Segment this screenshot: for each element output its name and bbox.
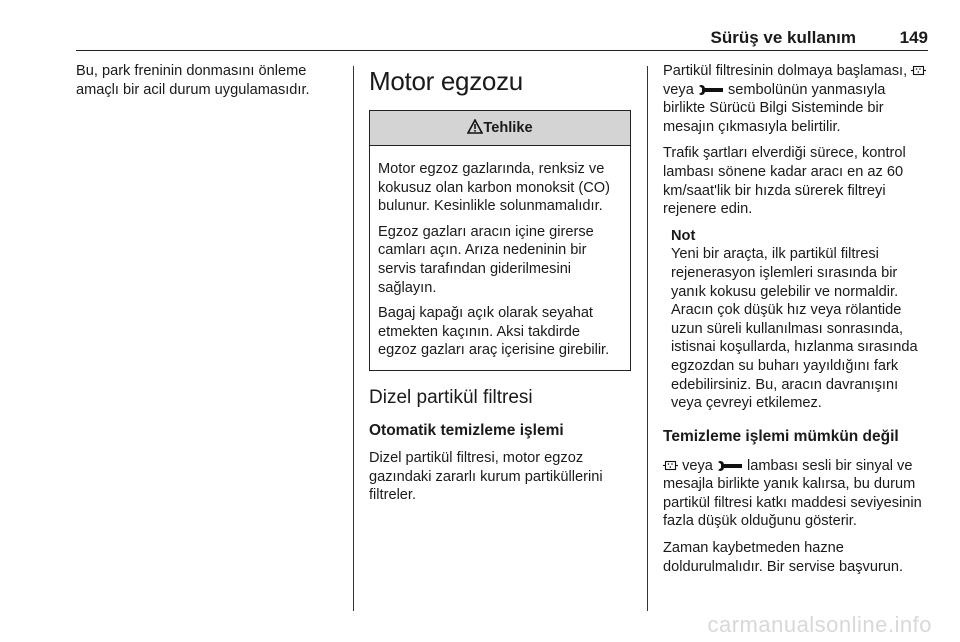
subsection-heading: Dizel partikül filtresi (369, 386, 533, 408)
body-paragraph: Dizel partikül filtresi, motor egzoz gazındaki zararlı kurum partiküllerini filtreler. (369, 449, 603, 504)
service-spanner-icon (717, 460, 743, 472)
body-paragraph: Trafik şartları elverdiği sürece, kontrol lambası sönene kadar aracı en az 60 km/saat'lik bir hızda sürerek filtreyi rejenere edin. (663, 145, 906, 218)
intro-paragraph: Bu, park freninin donmasını önleme amaçlı bir acil durum uygulamasıdır. (76, 63, 310, 98)
section-title: Sürüş ve kullanım (710, 28, 856, 47)
page-header (76, 26, 928, 51)
service-spanner-icon (698, 84, 724, 96)
section-heading: Motor egzozu (369, 66, 523, 96)
sub-subsection-heading: Otomatik temizleme işlemi (369, 421, 564, 439)
body-paragraph: Zaman kaybetmeden hazne doldurulmalıdır. Bir servise başvurun. (663, 540, 904, 575)
danger-label: Tehlike (483, 120, 533, 136)
column-divider (353, 66, 354, 611)
body-paragraph: Partikül filtresinin dolmaya başlaması, veya sembolünün yanmasıyla birlikte Sürücü Bilgi Sisteminde bir mesajın çıkmasıyla belirtilir. (663, 62, 931, 136)
note-text: Yeni bir araçta, ilk partikül filtresi rejenerasyon işlemleri sırasında bir yanık kokusu gelebilir ve normaldir. Aracın çok düşük hız veya rölantide uzun süreli kullanılması sonrasında, istisnai koşullarda, hızlanma sırasında egzozdan su buharı yayıldığını fark edebilirsiniz. Bu, aracın davranışını veya çevreyi etkilemez. (671, 246, 918, 412)
column-divider (647, 66, 648, 611)
column-middle (369, 62, 635, 513)
particle-filter-icon (911, 64, 926, 77)
sub-subsection-heading: Temizleme işlemi mümkün değil (663, 427, 899, 445)
note-box (663, 227, 931, 413)
warning-triangle-icon (467, 119, 483, 134)
page-number: 149 (899, 28, 928, 47)
danger-paragraph: Motor egzoz gazlarında, renksiz ve kokusuz olan karbon monoksit (CO) bulunur. Kesinlikle solunmamalıdır. (378, 161, 610, 215)
danger-paragraph: Egzoz gazları aracın içine girerse camları açın. Arıza nedeninin bir servis tarafından giderilmesini sağlayın. (378, 223, 594, 296)
danger-paragraph: Bagaj kapağı açık olarak seyahat etmekten kaçının. Aksi takdirde egzoz gazları araç içerisine girebilir. (378, 305, 610, 359)
note-label: Not (671, 227, 696, 244)
column-right (663, 62, 931, 584)
body-paragraph: veya lambası sesli bir sinyal ve mesajla birlikte yanık kalırsa, bu durum partikül filtresi katkı maddesi seviyesinin fazla düşük olduğunu gösterir. (663, 457, 922, 530)
watermark-text: carmanualsonline.info (707, 612, 932, 637)
danger-header (370, 111, 630, 146)
particle-filter-icon (663, 459, 678, 472)
danger-box (369, 110, 631, 371)
column-left (76, 62, 346, 107)
